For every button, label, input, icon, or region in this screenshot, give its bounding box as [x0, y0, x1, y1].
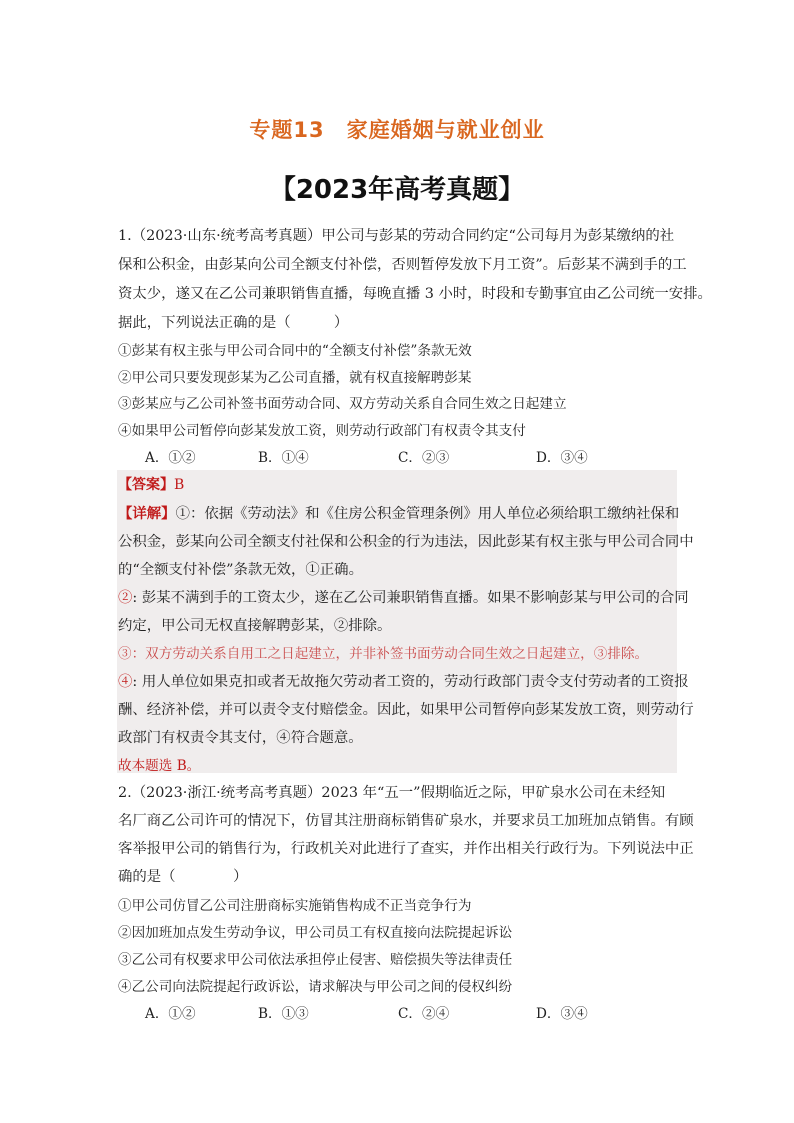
q1-choice-b: B．①④	[258, 450, 309, 466]
q2-option-2: ②因加班加点发生劳动争议，甲公司员工有权直接向法院提起诉讼	[118, 925, 513, 941]
section-heading: 【2023年高考真题】	[269, 175, 525, 205]
q1-choice-c: C．②③	[398, 450, 450, 466]
answer-label: 【答案】	[118, 477, 174, 493]
q1-detail-line-5: 约定，甲公司无权直接解聘彭某，②排除。	[118, 618, 392, 634]
q2-option-3: ③乙公司有权要求甲公司依法承担停止侵害、赔偿损失等法律责任	[118, 952, 513, 968]
q1-detail-line-2: 公积金，彭某向公司全额支付社保和公积金的行为违法，因此彭某有权主张与甲公司合同中	[118, 534, 694, 550]
answer-value: B	[174, 477, 185, 493]
q1-option-1: ①彭某有权主张与甲公司合同中的“全额支付补偿”条款无效	[118, 343, 472, 359]
q2-choice-d: D．③④	[536, 1006, 588, 1022]
q2-stem-line-1: 2.（2023·浙江·统考高考真题）2023 年“五一”假期临近之际，甲矿泉水公司在未经知	[118, 785, 666, 801]
q1-conclusion: 故本题选 B。	[118, 758, 201, 774]
q1-detail-line-6: ③：双方劳动关系自用工之日起建立，并非补签书面劳动合同生效之日起建立，③排除。	[118, 646, 649, 662]
q1-detail-line-1: 【详解】①：依据《劳动法》和《住房公积金管理条例》用人单位必须给职工缴纳社保和	[118, 505, 680, 522]
q1-stem-line-4: 据此，下列说法正确的是（ ）	[118, 315, 349, 331]
q1-choice-a: A．①②	[145, 450, 196, 466]
q1-detail-line-3: 的“全额支付补偿”条款无效，①正确。	[118, 562, 363, 578]
q2-option-1: ①甲公司仿冒乙公司注册商标实施销售构成不正当竞争行为	[118, 898, 472, 914]
q1-detail-line-8: 酬、经济补偿，并可以责令支付赔偿金。因此，如果甲公司暂停向彭某发放工资，则劳动行	[118, 702, 694, 718]
q1-detail-line-7: ④: 用人单位如果克扣或者无故拖欠劳动者工资的，劳动行政部门责令支付劳动者的工资报	[118, 674, 689, 690]
topic-title: 专题13 家庭婚姻与就业创业	[249, 118, 545, 142]
q1-stem-line-2: 保和公积金，由彭某向公司全额支付补偿，否则暂停发放下月工资”。后彭某不满到手的工	[118, 257, 687, 273]
q2-stem-line-2: 名厂商乙公司许可的情况下，仿冒其注册商标销售矿泉水，并要求员工加班加点销售。有顾	[118, 813, 694, 829]
q1-option-3: ③彭某应与乙公司补签书面劳动合同、双方劳动关系自合同生效之日起建立	[118, 396, 567, 412]
q1-stem-line-1: 1.（2023·山东·统考高考真题）甲公司与彭某的劳动合同约定“公司每月为彭某缴纳的社	[118, 228, 675, 244]
q1-choice-d: D．③④	[536, 450, 588, 466]
q1-detail-line-9: 政部门有权责令其支付，④符合题意。	[118, 730, 363, 746]
q2-choice-a: A．①②	[145, 1006, 196, 1022]
q2-choice-b: B．①③	[258, 1006, 309, 1022]
detail-label: 【详解】	[118, 505, 176, 522]
q2-stem-line-3: 客举报甲公司的销售行为，行政机关对此进行了查实，并作出相关行政行为。下列说法中正	[118, 841, 694, 857]
q2-stem-line-4: 确的是（ ）	[118, 869, 248, 885]
q1-option-2: ②甲公司只要发现彭某为乙公司直播，就有权直接解聘彭某	[118, 370, 472, 386]
q1-stem-line-3: 资太少，遂又在乙公司兼职销售直播，每晚直播 3 小时，时段和专勤事宜由乙公司统一安排。	[118, 286, 712, 302]
q1-answer	[118, 474, 184, 494]
q1-detail-line-4: ②: 彭某不满到手的工资太少，遂在乙公司兼职销售直播。如果不影响彭某与甲公司的合同	[118, 590, 689, 606]
q2-option-4: ④乙公司向法院提起行政诉讼，请求解决与甲公司之间的侵权纠纷	[118, 979, 513, 995]
q1-option-4: ④如果甲公司暂停向彭某发放工资，则劳动行政部门有权责令其支付	[118, 423, 526, 439]
q2-choice-c: C．②④	[398, 1006, 450, 1022]
